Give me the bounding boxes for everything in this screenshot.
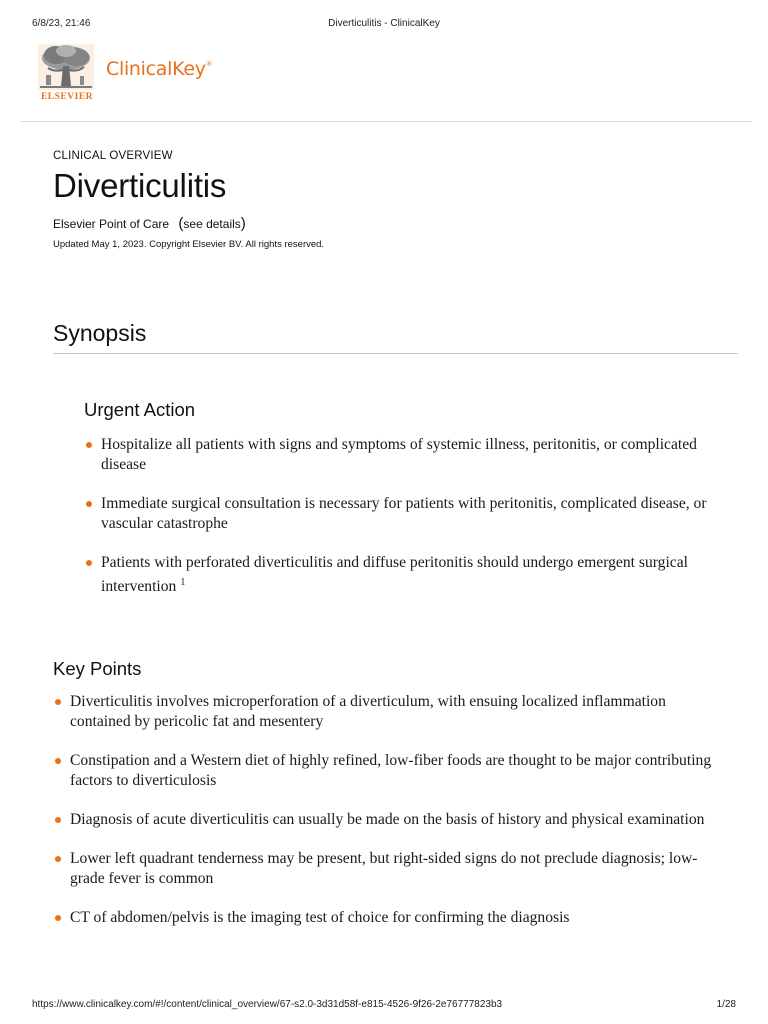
- list-item-text: CT of abdomen/pelvis is the imaging test of choice for confirming the diagnosis: [70, 909, 570, 926]
- orange-dot-icon: [86, 501, 92, 507]
- reference-link[interactable]: 1: [180, 577, 186, 588]
- list-item: [53, 810, 728, 830]
- orange-dot-icon: [55, 699, 61, 705]
- list-item-text: Immediate surgical consultation is necessary for patients with peritonitis, complicated disease, or vascular catastrophe: [101, 495, 707, 532]
- updated-copyright: Updated May 1, 2023. Copyright Elsevier BV. All rights reserved.: [53, 239, 325, 250]
- list-item: [53, 692, 728, 732]
- orange-dot-icon: [55, 856, 61, 862]
- see-details-label: see details: [183, 217, 241, 231]
- synopsis-heading: Synopsis: [53, 320, 147, 346]
- clinicalkey-logo[interactable]: [36, 42, 226, 104]
- list-item: [53, 849, 728, 889]
- print-datetime: 6/8/23, 21:46: [32, 18, 91, 29]
- source-name: Elsevier Point of Care: [53, 217, 170, 231]
- content-type-label: CLINICAL OVERVIEW: [53, 150, 173, 162]
- elsevier-wordmark: ELSEVIER: [40, 92, 94, 102]
- orange-dot-icon: [86, 560, 92, 566]
- brand-label: ClinicalKey: [106, 58, 206, 80]
- urgent-action-section: [84, 399, 728, 597]
- key-points-heading: Key Points: [53, 658, 142, 679]
- see-details-link[interactable]: (see details): [178, 215, 246, 232]
- list-item-text: Diverticulitis involves microperforation of a diverticulum, with ensuing localized inflammation contained by pericolic fat and mesentery: [70, 693, 666, 730]
- list-item: [53, 751, 728, 791]
- key-points-section: [53, 658, 728, 928]
- page-url: https://www.clinicalkey.com/#!/content/clinical_overview/67-s2.0-3d31d58f-e815-4526-9f26-2e76777823b3: [32, 999, 503, 1010]
- list-item: [84, 435, 728, 475]
- key-points-list: [53, 692, 728, 928]
- list-item-text: Patients with perforated diverticulitis and diffuse peritonitis should undergo emergent surgical intervention: [101, 554, 688, 596]
- list-item-text: Hospitalize all patients with signs and symptoms of systemic illness, peritonitis, or complicated disease: [101, 436, 697, 473]
- urgent-action-list: [84, 435, 728, 597]
- article-header: [53, 150, 738, 250]
- brand-name: [106, 58, 212, 80]
- list-item-text: Diagnosis of acute diverticulitis can usually be made on the basis of history and physical examination: [70, 811, 705, 828]
- list-item-text: Constipation and a Western diet of highly refined, low-fiber foods are thought to be major contributing factors to diverticulosis: [70, 752, 712, 789]
- list-item-text: Lower left quadrant tenderness may be present, but right-sided signs do not preclude diagnosis; low-grade fever is common: [70, 850, 698, 887]
- orange-dot-icon: [55, 915, 61, 921]
- print-document-title: Diverticulitis - ClinicalKey: [328, 18, 440, 29]
- orange-dot-icon: [86, 442, 92, 448]
- list-item: [53, 908, 728, 928]
- orange-dot-icon: [55, 817, 61, 823]
- list-item: [84, 553, 728, 597]
- urgent-action-heading: Urgent Action: [84, 399, 196, 420]
- page-number: 1/28: [716, 999, 736, 1010]
- synopsis-divider: [53, 353, 738, 354]
- orange-dot-icon: [55, 758, 61, 764]
- header-divider: [20, 121, 752, 122]
- list-item: [84, 494, 728, 534]
- elsevier-tree-icon: [36, 42, 96, 94]
- page-title: Diverticulitis: [53, 167, 227, 204]
- source-line: [53, 215, 738, 232]
- registered-mark: ®: [205, 60, 213, 68]
